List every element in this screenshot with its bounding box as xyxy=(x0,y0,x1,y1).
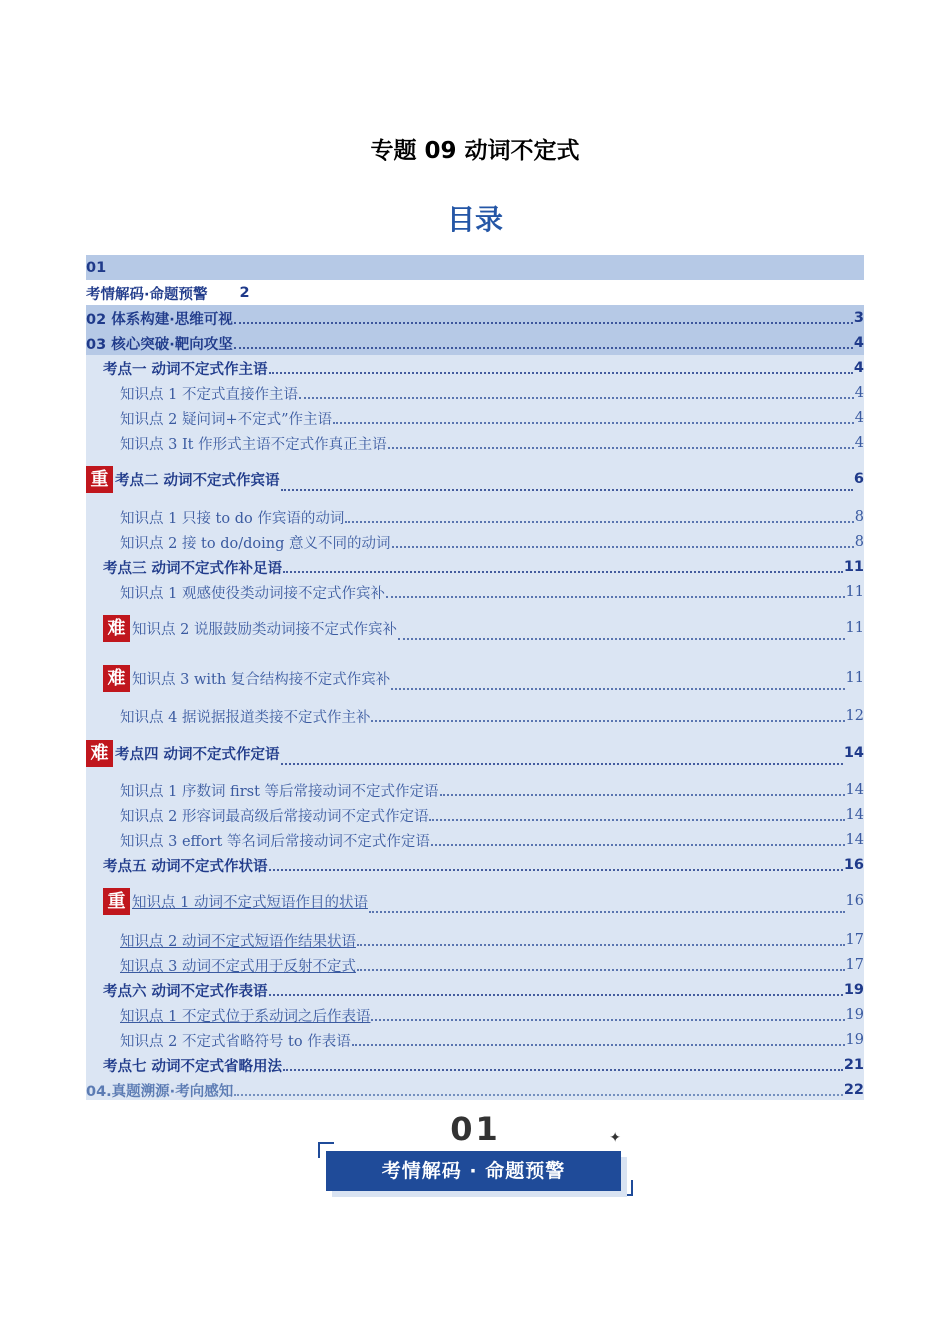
toc-entry[interactable] xyxy=(86,408,864,428)
toc-entry-page: 12 xyxy=(845,708,864,724)
table-of-contents xyxy=(86,255,864,1100)
toc-entry-label: 考点四 动词不定式作定语 xyxy=(115,746,280,763)
toc-entry-label: 02 体系构建·思维可视 xyxy=(86,311,233,328)
toc-entry-page: 11 xyxy=(845,584,864,600)
toc-entry[interactable] xyxy=(86,507,864,527)
leader-dots xyxy=(352,1043,845,1046)
toc-entry-page: 17 xyxy=(845,932,864,948)
toc-entry-label: 考点六 动词不定式作表语 xyxy=(103,983,268,1000)
toc-entry[interactable] xyxy=(86,612,864,644)
leader-dots xyxy=(392,545,854,548)
leader-dots xyxy=(234,321,853,324)
leader-dots xyxy=(234,346,853,349)
toc-entry-label: 知识点 1 不定式位于系动词之后作表语 xyxy=(120,1008,371,1025)
toc-entry-page: 4 xyxy=(853,335,864,351)
leader-dots xyxy=(386,595,845,598)
leader-dots xyxy=(369,910,845,913)
leader-dots xyxy=(269,868,843,871)
leader-dots xyxy=(440,793,845,796)
toc-entry-page: 19 xyxy=(843,982,864,998)
toc-entry-label: 知识点 2 说服鼓励类动词接不定式作宾补 xyxy=(132,621,397,638)
toc-entry-page: 4 xyxy=(853,360,864,376)
toc-entry-label: 04.真题溯源·考向感知 xyxy=(86,1083,234,1100)
toc-entry-page: 6 xyxy=(853,471,864,487)
toc-entry-page: 16 xyxy=(843,857,864,873)
leader-dots xyxy=(333,421,854,424)
leader-dots xyxy=(371,1018,844,1021)
key-point-badge: 重 xyxy=(86,466,113,493)
leader-dots xyxy=(283,570,843,573)
toc-entry-page: 22 xyxy=(843,1082,864,1098)
toc-entry-label: 知识点 1 不定式直接作主语 xyxy=(120,386,298,403)
leader-dots xyxy=(388,446,854,449)
toc-entry-label: 知识点 3 with 复合结构接不定式作宾补 xyxy=(132,671,391,688)
toc-entry-label: 考点五 动词不定式作状语 xyxy=(103,858,268,875)
toc-entry-page: 14 xyxy=(845,782,864,798)
toc-entry-page: 17 xyxy=(845,957,864,973)
key-point-badge: 重 xyxy=(103,888,130,915)
toc-entry-page: 14 xyxy=(845,807,864,823)
leader-dots xyxy=(345,520,853,523)
toc-entry[interactable] xyxy=(86,855,864,875)
sparkle-icon: ✦ xyxy=(609,1130,621,1146)
leader-dots xyxy=(269,993,843,996)
toc-entry-page: 21 xyxy=(843,1057,864,1073)
toc-entry-label: 知识点 2 疑问词+不定式”作主语 xyxy=(120,411,333,428)
leader-dots xyxy=(269,371,853,374)
section-label: 考情解码 · 命题预警 xyxy=(326,1151,621,1191)
leader-dots xyxy=(234,1093,843,1096)
toc-entry[interactable] xyxy=(86,557,864,577)
leader-dots xyxy=(371,719,844,722)
toc-entry-page: 8 xyxy=(854,534,864,550)
toc-entry-page: 3 xyxy=(853,310,864,326)
toc-entry[interactable] xyxy=(86,980,864,1000)
difficult-point-badge: 难 xyxy=(103,615,130,642)
toc-entry[interactable] xyxy=(86,662,864,694)
toc-entry-label: 考点七 动词不定式省略用法 xyxy=(103,1058,283,1075)
toc-entry[interactable] xyxy=(86,780,864,800)
document-title: 专题 09 动词不定式 xyxy=(370,138,580,164)
toc-entry-page: 19 xyxy=(845,1007,864,1023)
toc-entry-page: 16 xyxy=(845,893,864,909)
toc-entry-page: 11 xyxy=(845,670,864,686)
toc-entry[interactable] xyxy=(86,885,864,917)
toc-entry-label: 知识点 2 接 to do/doing 意义不同的动词 xyxy=(120,535,391,552)
leader-dots xyxy=(281,488,853,491)
toc-entry-label: 知识点 2 动词不定式短语作结果状语 xyxy=(120,933,356,950)
toc-entry-page: 2 xyxy=(239,285,250,301)
toc-entry[interactable] xyxy=(86,463,864,495)
toc-entry[interactable] xyxy=(86,1055,864,1075)
toc-entry[interactable] xyxy=(86,333,864,353)
toc-entry-page: 4 xyxy=(854,385,864,401)
toc-entry-section-01[interactable] xyxy=(86,258,864,278)
toc-entry-label: 01 xyxy=(86,260,107,276)
toc-entry-label: 03 核心突破·靶向攻坚 xyxy=(86,336,233,353)
toc-entry[interactable] xyxy=(86,1030,864,1050)
toc-heading: 目录 xyxy=(446,203,503,236)
toc-entry-page: 19 xyxy=(845,1032,864,1048)
toc-entry-page: 11 xyxy=(845,620,864,636)
toc-entry-label: 知识点 3 It 作形式主语不定式作真正主语 xyxy=(120,436,387,453)
leader-dots xyxy=(357,968,845,971)
section-banner xyxy=(318,1110,633,1202)
toc-entry-label: 知识点 1 观感使役类动词接不定式作宾补 xyxy=(120,585,385,602)
toc-entry-label: 考点二 动词不定式作宾语 xyxy=(115,472,280,489)
toc-entry[interactable] xyxy=(86,308,864,328)
toc-entry[interactable] xyxy=(86,805,864,825)
toc-entry-label: 考点一 动词不定式作主语 xyxy=(103,361,268,378)
toc-entry-label: 知识点 1 只接 to do 作宾语的动词 xyxy=(120,510,345,527)
leader-dots xyxy=(391,687,844,690)
toc-entry[interactable] xyxy=(86,737,864,769)
leader-dots xyxy=(283,1068,843,1071)
toc-entry-label: 知识点 4 据说据报道类接不定式作主补 xyxy=(120,709,371,726)
toc-entry[interactable] xyxy=(86,706,864,726)
toc-entry-label: 知识点 3 effort 等名词后常接动词不定式作定语 xyxy=(120,833,430,850)
leader-dots xyxy=(357,943,845,946)
leader-dots xyxy=(281,762,843,765)
toc-entry-label: 知识点 2 形容词最高级后常接动词不定式作定语 xyxy=(120,808,429,825)
leader-dots xyxy=(398,637,845,640)
difficult-point-badge: 难 xyxy=(103,665,130,692)
toc-entry[interactable] xyxy=(86,358,864,378)
toc-entry-page: 4 xyxy=(854,410,864,426)
toc-entry-page: 14 xyxy=(843,745,864,761)
toc-entry-label: 知识点 3 动词不定式用于反射不定式 xyxy=(120,958,356,975)
toc-entry-page: 11 xyxy=(843,559,864,575)
toc-entry-label: 知识点 1 序数词 first 等后常接动词不定式作定语 xyxy=(120,783,439,800)
toc-entry-label: 考点三 动词不定式作补足语 xyxy=(103,560,283,577)
toc-entry-label: 考情解码·命题预警 xyxy=(86,286,208,303)
section-number: 01 xyxy=(450,1110,501,1148)
toc-entry-label: 知识点 1 动词不定式短语作目的状语 xyxy=(132,894,368,911)
toc-entry[interactable] xyxy=(86,930,864,950)
toc-entry[interactable] xyxy=(86,955,864,975)
toc-entry[interactable] xyxy=(86,383,864,403)
difficult-point-badge: 难 xyxy=(86,740,113,767)
toc-entry[interactable] xyxy=(86,283,864,303)
toc-entry-page: 14 xyxy=(845,832,864,848)
toc-entry-label: 知识点 2 不定式省略符号 to 作表语 xyxy=(120,1033,351,1050)
toc-entry[interactable] xyxy=(86,582,864,602)
leader-dots xyxy=(429,818,844,821)
toc-entry[interactable] xyxy=(86,433,864,453)
toc-entry[interactable] xyxy=(86,830,864,850)
leader-dots xyxy=(299,396,854,399)
toc-entry-page: 4 xyxy=(854,435,864,451)
leader-dots xyxy=(431,843,845,846)
toc-entry[interactable] xyxy=(86,532,864,552)
toc-entry-page: 8 xyxy=(854,509,864,525)
toc-entry[interactable] xyxy=(86,1005,864,1025)
toc-entry[interactable] xyxy=(86,1080,864,1100)
